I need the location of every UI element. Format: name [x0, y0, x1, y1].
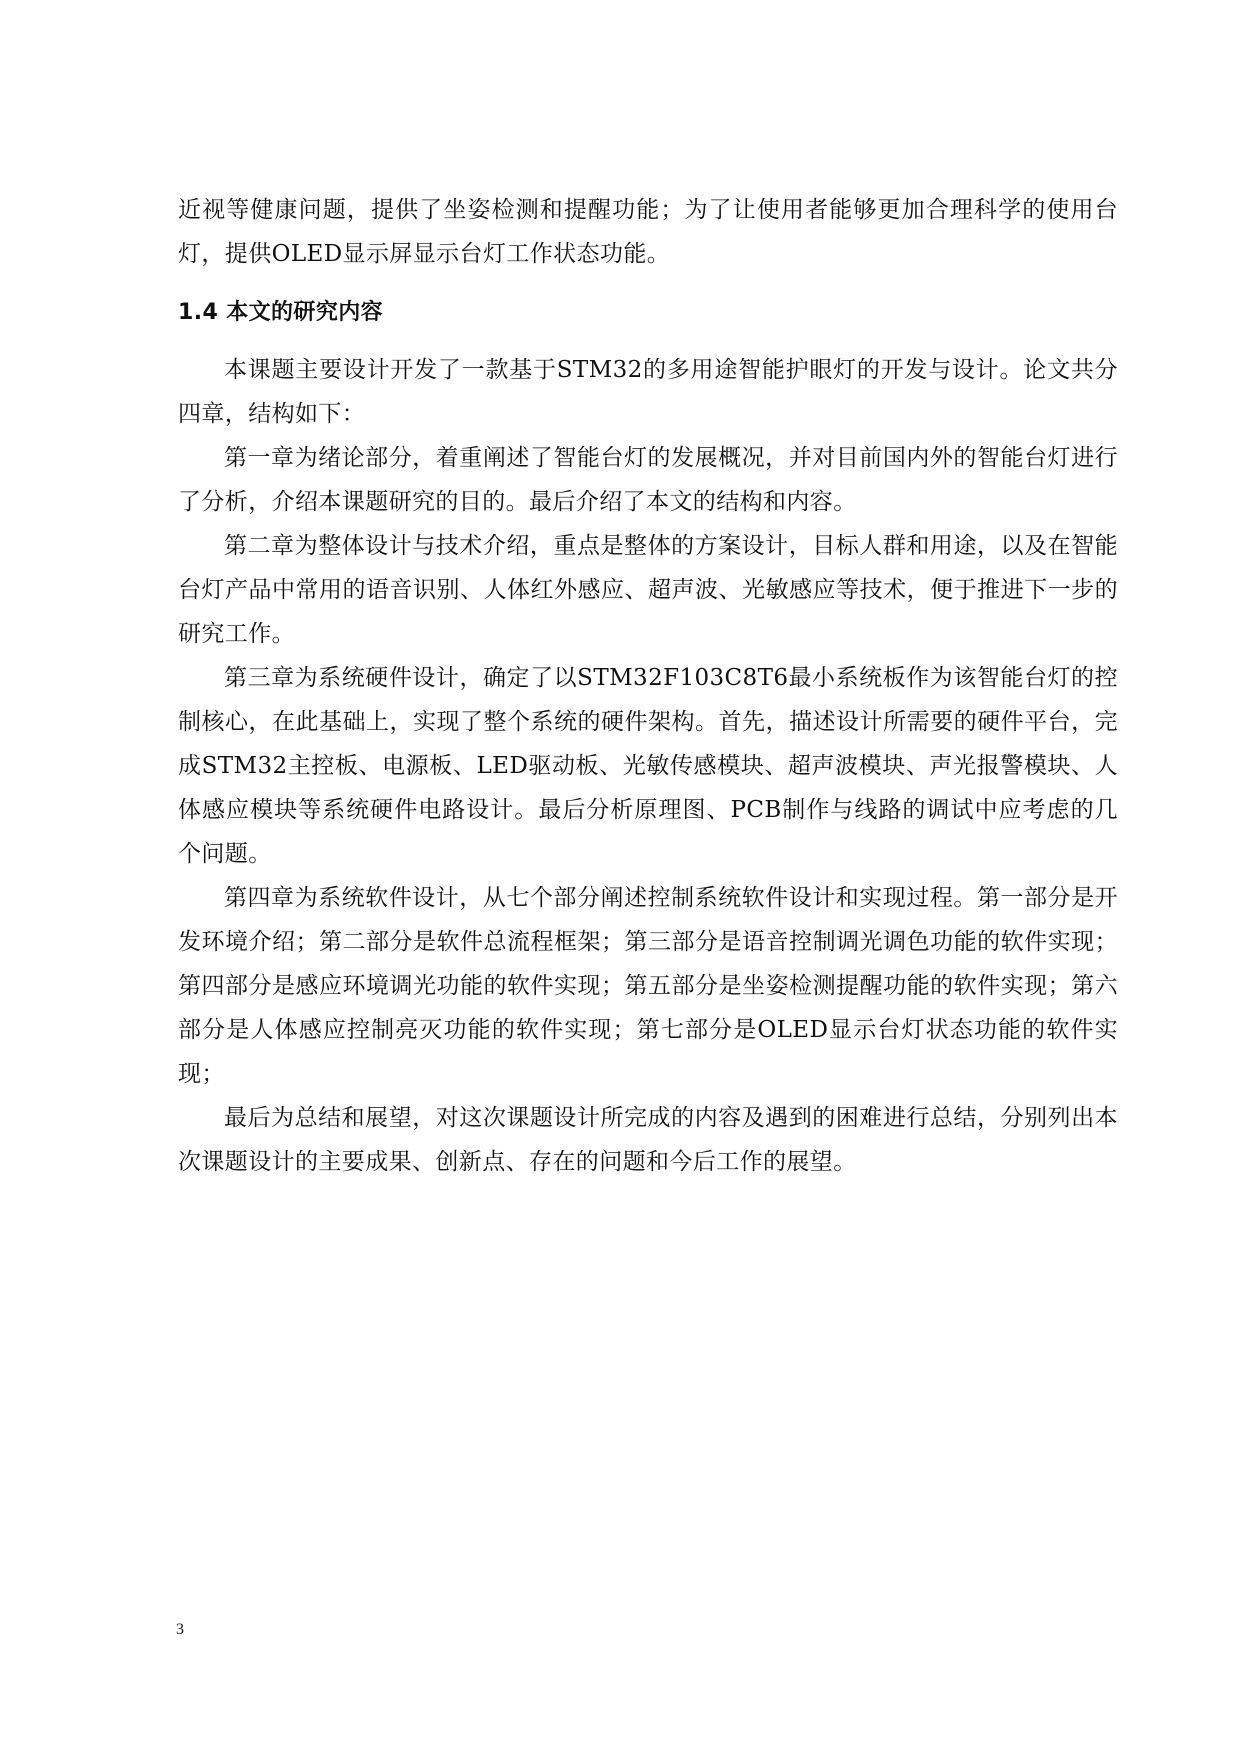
body-paragraph-4: 第三章为系统硬件设计，确定了以STM32F103C8T6最小系统板作为该智能台灯的控制核心，在此基础上，实现了整个系统的硬件架构。首先，描述设计所需要的硬件平台，完成STM32主控板、电源板、LED驱动板、光敏传感模块、超声波模块、声光报警模块、人体感应模块等系统硬件电路设计。最后分析原理图、PCB制作与线路的调试中应考虑的几个问题。 — [178, 665, 1118, 867]
body-paragraph-3: 第二章为整体设计与技术介绍，重点是整体的方案设计，目标人群和用途，以及在智能台灯产品中常用的语音识别、人体红外感应、超声波、光敏感应等技术，便于推进下一步的研究工作。 — [178, 533, 1118, 647]
page-number: 3 — [176, 1621, 184, 1638]
body-paragraph-2: 第一章为绪论部分，着重阐述了智能台灯的发展概况，并对目前国内外的智能台灯进行了分析，介绍本课题研究的目的。最后介绍了本文的结构和内容。 — [178, 445, 1118, 515]
continuation-paragraph: 近视等健康问题，提供了坐姿检测和提醒功能；为了让使用者能够更加合理科学的使用台灯，提供OLED显示屏显示台灯工作状态功能。 — [178, 197, 1118, 267]
section-heading: 1.4 本文的研究内容 — [178, 300, 384, 325]
page-body — [178, 188, 1118, 1184]
body-paragraph-1: 本课题主要设计开发了一款基于STM32的多用途智能护眼灯的开发与设计。论文共分四章，结构如下： — [178, 357, 1118, 427]
body-paragraph-6: 最后为总结和展望，对这次课题设计所完成的内容及遇到的困难进行总结，分别列出本次课题设计的主要成果、创新点、存在的问题和今后工作的展望。 — [178, 1105, 1118, 1175]
body-paragraph-5: 第四章为系统软件设计，从七个部分阐述控制系统软件设计和实现过程。第一部分是开发环境介绍；第二部分是软件总流程框架；第三部分是语音控制调光调色功能的软件实现；第四部分是感应环境调光功能的软件实现；第五部分是坐姿检测提醒功能的软件实现；第六部分是人体感应控制亮灭功能的软件实现；第七部分是OLED显示台灯状态功能的软件实现； — [178, 885, 1118, 1087]
